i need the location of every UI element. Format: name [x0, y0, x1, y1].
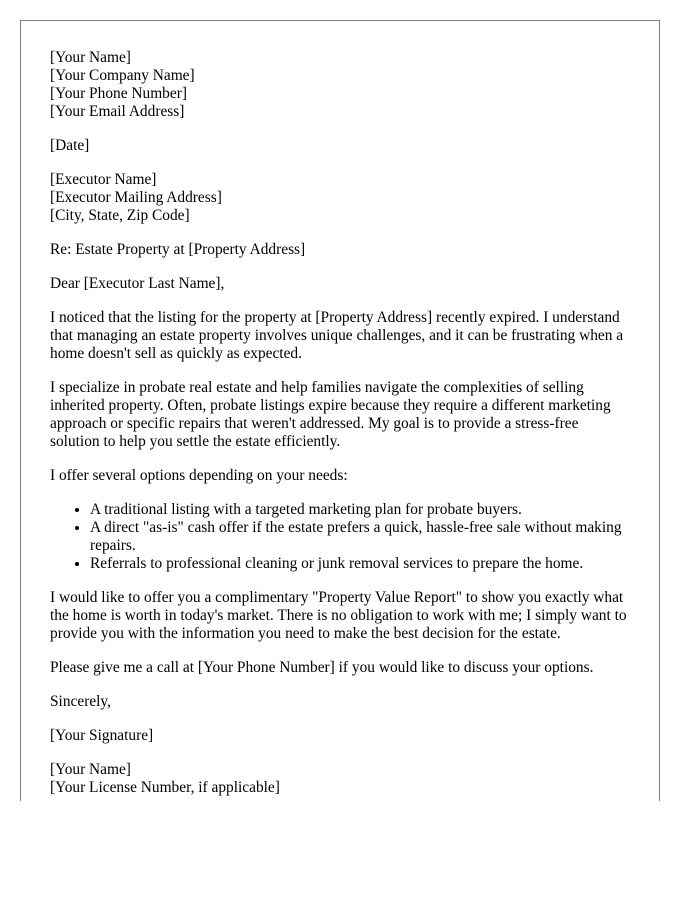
- recipient-block: [50, 171, 631, 225]
- sender-company: [Your Company Name]: [50, 67, 195, 84]
- subject-line: Re: Estate Property at [Property Address]: [50, 241, 306, 258]
- signoff-block: [50, 761, 631, 797]
- salutation: Dear [Executor Last Name],: [50, 275, 225, 292]
- options-list-item: • Referrals to professional cleaning or junk removal services to prepare the home.: [90, 555, 631, 573]
- sender-block: [50, 49, 631, 121]
- letter-date: [Date]: [50, 137, 90, 154]
- signature-placeholder: [Your Signature]: [50, 727, 154, 744]
- recipient-city-state-zip: [City, State, Zip Code]: [50, 207, 190, 224]
- sender-name: [Your Name]: [50, 49, 131, 66]
- date-block: [50, 137, 631, 155]
- closing: Sincerely,: [50, 693, 111, 710]
- body-paragraph-3: I offer several options depending on your needs:: [50, 467, 348, 484]
- signoff-license: [Your License Number, if applicable]: [50, 779, 280, 796]
- body-paragraph-1: I noticed that the listing for the property at [Property Address] recently expired. I understand that managing an estate property involves unique challenges, and it can be frustrating when a home doesn't sell as quickly as expected.: [50, 309, 624, 362]
- recipient-name: [Executor Name]: [50, 171, 157, 188]
- sender-phone: [Your Phone Number]: [50, 85, 187, 102]
- options-list-item: • A traditional listing with a targeted marketing plan for probate buyers.: [90, 501, 631, 519]
- letter-page: [20, 20, 660, 801]
- recipient-address: [Executor Mailing Address]: [50, 189, 222, 206]
- options-list: [50, 501, 631, 573]
- body-paragraph-4: I would like to offer you a complimentary "Property Value Report" to show you exactly what the home is worth in today's market. There is no obligation to work with me; I simply want to provide you with the information you need to make the best decision for the estate.: [50, 589, 627, 642]
- signoff-name: [Your Name]: [50, 761, 131, 778]
- body-paragraph-2: I specialize in probate real estate and help families navigate the complexities of selling inherited property. Often, probate listings expire because they require a different marketing approach or specific repairs that weren't addressed. My goal is to provide a stress-free solution to help you settle the estate efficiently.: [50, 379, 611, 450]
- sender-email: [Your Email Address]: [50, 103, 185, 120]
- options-list-item: • A direct "as-is" cash offer if the estate prefers a quick, hassle-free sale without making repairs.: [90, 519, 631, 555]
- body-paragraph-5: Please give me a call at [Your Phone Number] if you would like to discuss your options.: [50, 659, 594, 676]
